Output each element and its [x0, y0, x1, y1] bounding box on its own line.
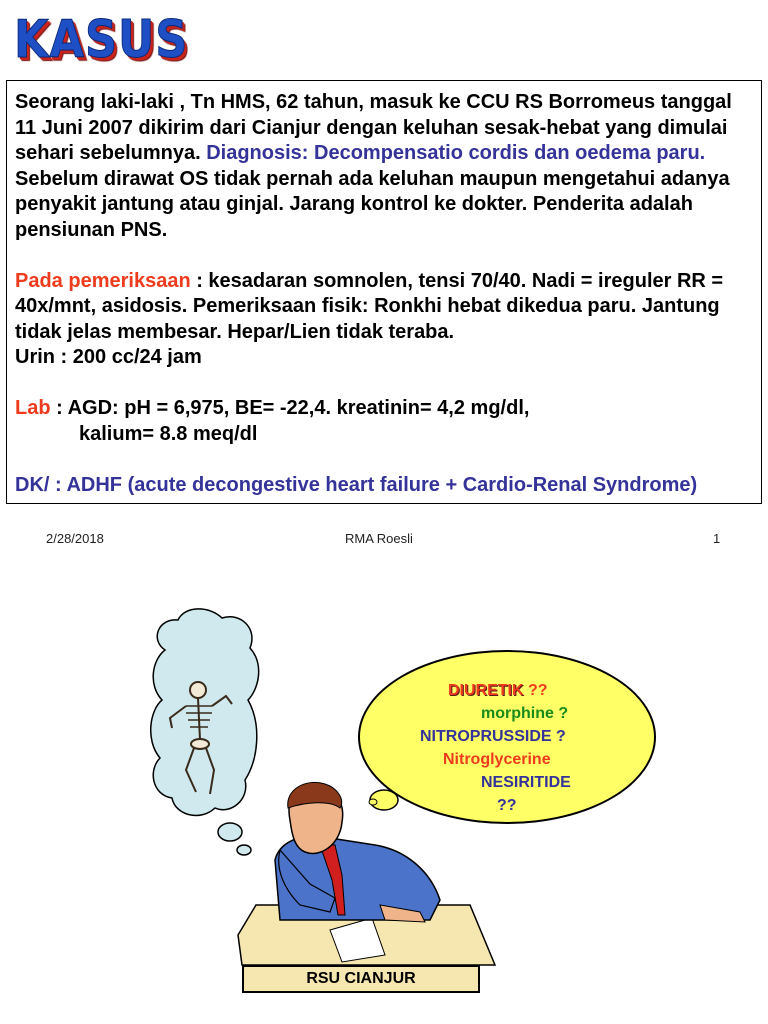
lab-potassium: kalium= 8.8 meq/dl	[79, 422, 258, 445]
case-paragraph-history	[15, 90, 753, 243]
clipart-scene	[0, 560, 768, 1024]
thought-diuretik-question: ??	[523, 682, 548, 699]
thought-end-question: ??	[497, 797, 517, 814]
exam-findings: : kesadaran somnolen, tensi 70/40. Nadi = ireguler RR = 40x/mnt, asidosis. Pemeriksaan fisik: Ronkhi hebat dikedua paru. Jantung tidak jelas membesar. Hepar/Lien tidak teraba.	[15, 269, 724, 343]
history-text-continued: Sebelum dirawat OS tidak pernah ada keluhan maupun mengetahui adanya penyakit jantung atau ginjal. Jarang kontrol ke dokter. Penderita adalah pensiunan PNS.	[15, 167, 730, 241]
thought-morphine: morphine ?	[481, 705, 569, 722]
thought-diuretik: DIURETIK	[448, 682, 524, 699]
footer-date: 2/28/2018	[46, 531, 104, 546]
diagnosis-text: Diagnosis: Decompensatio cordis dan oedema paru.	[206, 142, 706, 164]
case-paragraph-lab	[15, 396, 753, 447]
lab-values: : AGD: pH = 6,975, BE= -22,4. kreatinin= 4,2 mg/dl,	[50, 397, 530, 419]
slide-title: KASUS	[14, 10, 189, 70]
urine-output: Urin : 200 cc/24 jam	[15, 346, 202, 368]
slide-footer	[0, 531, 768, 547]
case-paragraph-exam	[15, 269, 753, 371]
thought-nitroglycerine: Nitroglycerine	[443, 751, 551, 768]
skeleton-thought-bubble	[151, 609, 259, 855]
history-text: Seorang laki-laki , Tn HMS, 62 tahun, masuk ke CCU RS Borromeus tanggal 11 Juni 2007 dikirim dari Cianjur dengan keluhan sesak-hebat yang dimulai sehari sebelumnya.	[15, 91, 732, 164]
footer-page-number: 1	[713, 531, 721, 546]
lab-label: Lab	[15, 397, 51, 419]
footer-author: RMA Roesli	[345, 531, 413, 546]
thought-nesiritide: NESIRITIDE	[481, 774, 571, 791]
thought-diuretik-line	[448, 680, 548, 702]
working-diagnosis: DK/ : ADHF (acute decongestive heart failure + Cardio-Renal Syndrome)	[15, 473, 698, 496]
exam-label: Pada pemeriksaan	[15, 269, 191, 292]
nameplate-label: RSU CIANJUR	[242, 965, 480, 993]
thought-nitroprusside: NITROPRUSSIDE ?	[420, 728, 566, 745]
case-text-box	[6, 80, 762, 504]
